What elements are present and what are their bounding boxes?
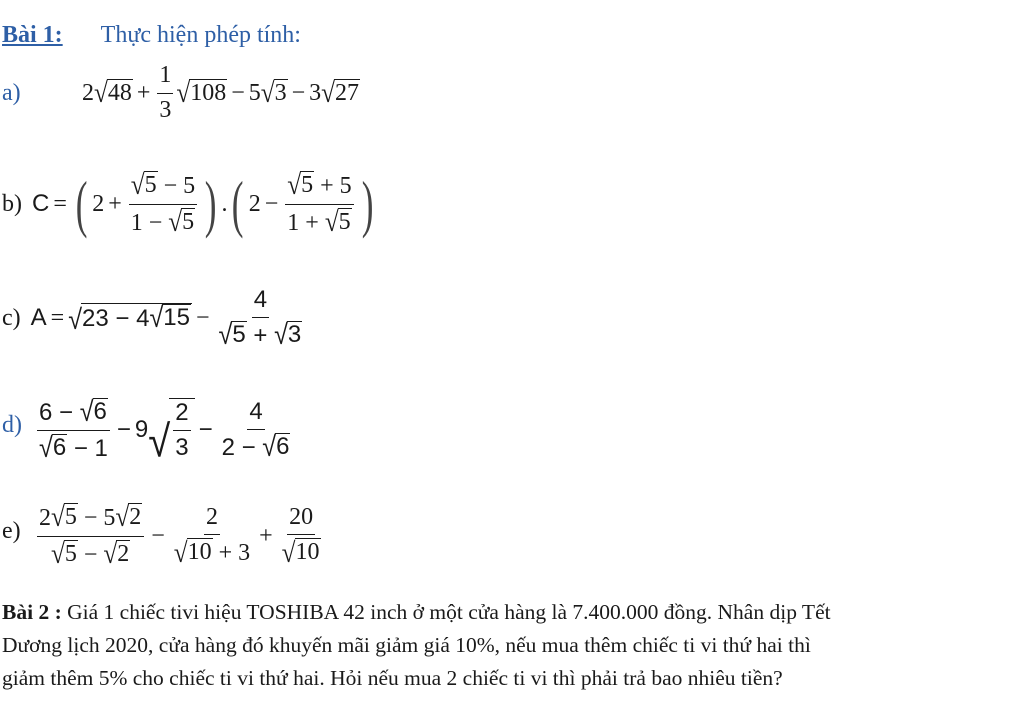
item-a-label: a) xyxy=(2,80,21,106)
exercise-2-label: Bài 2 : xyxy=(2,600,62,624)
expression-e: 2 √ 5 − 5 √ 2 √ 5 − √ 2 − 2 √ 10 + 3 + 20 √ 10 xyxy=(39,502,320,570)
expression-a: 2 √ 48 + $\frac{1}{3}$ √ 108 − 5 √ 3 − 3 √ 27 xyxy=(82,61,359,123)
expression-c: c) A = √ 23 − 4 √ 15 − 4 √ 5 + √ 3 xyxy=(2,286,302,351)
item-e-label: e) xyxy=(2,518,21,544)
exercise-2-paragraph xyxy=(2,596,1022,695)
expression-d: 6 − √ 6 √ 6 − 1 − 9 √ $\frac{2}{3}$ − 4 2 − √ 6 xyxy=(39,396,290,467)
item-c-label: c) xyxy=(2,304,21,331)
expression-b: b) C = ( 2 + √ 5 − 5 1 − √ 5 ) . ( 2 − √ 5 + 5 1 + √ 5 ) xyxy=(2,168,374,239)
exercise-2-line-2: Dương lịch 2020, cửa hàng đó khuyến mãi giảm giá 10%, nếu mua thêm chiếc ti vi thứ hai thì xyxy=(2,633,811,657)
item-d-label: d) xyxy=(2,412,22,438)
exercise-2-line-1 xyxy=(2,596,1022,629)
exercise-2-line-3: giảm thêm 5% cho chiếc ti vi thứ hai. Hỏi nếu mua 2 chiếc ti vi thì phải trả bao nhiêu tiền? xyxy=(2,666,783,690)
variable-c: C xyxy=(32,190,50,217)
exercise-2-text-1: Giá 1 chiếc tivi hiệu TOSHIBA 42 inch ở một cửa hàng là 7.400.000 đồng. Nhân dịp Tết xyxy=(67,600,831,624)
exercise-1-label: Bài 1: xyxy=(2,22,63,48)
exercise-1-title: Thực hiện phép tính: xyxy=(100,22,301,48)
exercise-1-heading xyxy=(2,22,301,49)
item-b-label: b) xyxy=(2,190,22,217)
variable-a: A xyxy=(30,304,47,331)
